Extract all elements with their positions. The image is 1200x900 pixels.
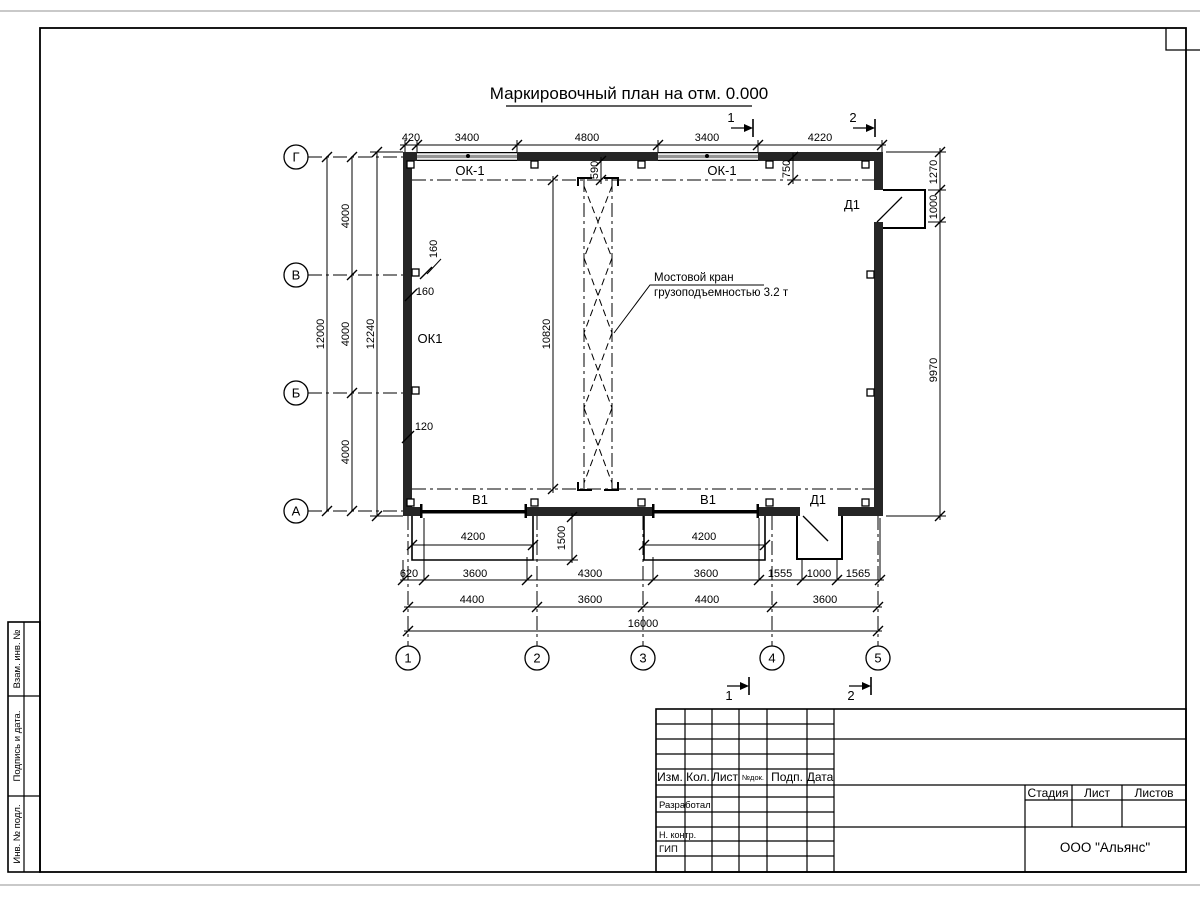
mark-gate-b: В1: [700, 492, 716, 507]
axis-col-5: 5: [874, 650, 882, 666]
tb-company: ООО "Альянс": [1059, 840, 1151, 855]
tb-col-ndok: №док.: [742, 773, 764, 782]
wall-right-upper: [874, 152, 883, 190]
wall-left: [403, 152, 412, 516]
mark-door-top: Д1: [843, 197, 861, 212]
plan-title: Маркировочный план на отм. 0.000: [489, 84, 769, 103]
axis-row-v: В: [291, 267, 301, 283]
tb-col-kol: Кол.: [686, 770, 710, 784]
crane-note-line1: Мостовой кран: [654, 272, 734, 284]
dim-offset-750: 750: [781, 159, 793, 179]
tb-col-izm: Изм.: [657, 770, 683, 784]
dim-crane-10820: 10820: [541, 318, 553, 350]
dim-right-1000: 1000: [928, 194, 940, 220]
mark-window-a: ОК-1: [455, 163, 485, 178]
dim-right-1270: 1270: [928, 159, 940, 185]
title-block: [656, 709, 1186, 872]
dimension-lines: [327, 140, 946, 631]
mark-door-bottom: Д1: [809, 492, 827, 507]
tb-sheet-header: Лист: [1083, 786, 1111, 800]
tb-col-podp: Подп.: [771, 770, 803, 784]
dim-top-420: 420: [401, 132, 421, 144]
dim-offset-160-vertical: 160: [428, 239, 440, 259]
window-mark-dot-a: [466, 154, 470, 158]
column-markers: [407, 161, 874, 506]
tb-stage-header: Стадия: [1027, 786, 1069, 800]
axis-row-b: Б: [291, 385, 301, 401]
sheet-frame: [0, 11, 1200, 885]
side-strip: [8, 622, 40, 872]
dim-left-12240: 12240: [365, 318, 377, 350]
dim-b1-620: 620: [399, 568, 419, 580]
dim-b2-3600b: 3600: [812, 594, 838, 606]
dim-left-12000: 12000: [315, 318, 327, 350]
section-mark-top-2: 2: [849, 110, 857, 125]
axis-row-g: Г: [292, 149, 300, 165]
dim-b1-1565: 1565: [845, 568, 871, 580]
axis-col-4: 4: [768, 650, 776, 666]
mark-window-b: ОК-1: [707, 163, 737, 178]
plan-walls: [403, 152, 883, 516]
axis-col-1: 1: [404, 650, 412, 666]
mark-gate-a: В1: [472, 492, 488, 507]
dim-offset-590: 590: [589, 160, 601, 180]
mark-window-left: ОК1: [417, 331, 443, 346]
dim-left-4000b: 4000: [340, 321, 352, 347]
dim-b2-4400a: 4400: [459, 594, 485, 606]
section-mark-bottom-1: 1: [725, 688, 733, 703]
crane-track: [412, 178, 874, 490]
tb-col-list: Лист: [711, 770, 739, 784]
wall-right-lower: [874, 222, 883, 516]
dim-ramp-1500: 1500: [556, 525, 568, 551]
dim-b1-3600a: 3600: [462, 568, 488, 580]
crane-note-line2: грузоподъемностью 3.2 т: [654, 287, 789, 299]
dim-top-3400a: 3400: [454, 132, 480, 144]
tb-row-gip: ГИП: [659, 844, 678, 855]
dim-right-9970: 9970: [928, 357, 940, 383]
dim-left-4000a: 4000: [340, 203, 352, 229]
axis-bubbles: [284, 145, 890, 670]
section-mark-top-1: 1: [727, 110, 735, 125]
dim-gate-a-4200: 4200: [460, 531, 486, 543]
axis-row-a: А: [291, 503, 301, 519]
dim-total-16000: 16000: [627, 618, 659, 630]
dim-offset-120: 120: [414, 421, 434, 433]
window-mark-dot-b: [705, 154, 709, 158]
dim-top-3400b: 3400: [694, 132, 720, 144]
dim-b2-3600a: 3600: [577, 594, 603, 606]
dim-b1-1000: 1000: [806, 568, 832, 580]
axis-col-3: 3: [639, 650, 647, 666]
tb-row-developed: Разработал: [659, 800, 711, 811]
dim-left-4000c: 4000: [340, 439, 352, 465]
tb-col-data: Дата: [806, 770, 834, 784]
dim-b1-4300: 4300: [577, 568, 603, 580]
corner-stamp-box: [1166, 28, 1200, 50]
element-marks: [415, 160, 861, 507]
offset-160-leader: [427, 259, 441, 274]
axis-col-2: 2: [533, 650, 541, 666]
strip-inv-podl: Инв. № подл.: [12, 804, 23, 864]
strip-podpis-data: Подпись и дата.: [12, 710, 23, 782]
tb-row-ncontrol: Н. контр.: [659, 830, 697, 840]
dim-top-4800: 4800: [574, 132, 600, 144]
dim-b1-1555: 1555: [767, 568, 793, 580]
dim-b2-4400b: 4400: [694, 594, 720, 606]
dim-gate-b-4200: 4200: [691, 531, 717, 543]
strip-vzam-inv: Взам. инв. №: [12, 629, 23, 689]
dim-b1-3600b: 3600: [693, 568, 719, 580]
tb-sheets-header: Листов: [1134, 786, 1174, 800]
door-bottom: [797, 516, 842, 559]
section-mark-bottom-2: 2: [847, 688, 855, 703]
dim-offset-160-horizontal: 160: [415, 286, 435, 298]
door-top-right: [877, 190, 925, 228]
dim-top-4220: 4220: [807, 132, 833, 144]
